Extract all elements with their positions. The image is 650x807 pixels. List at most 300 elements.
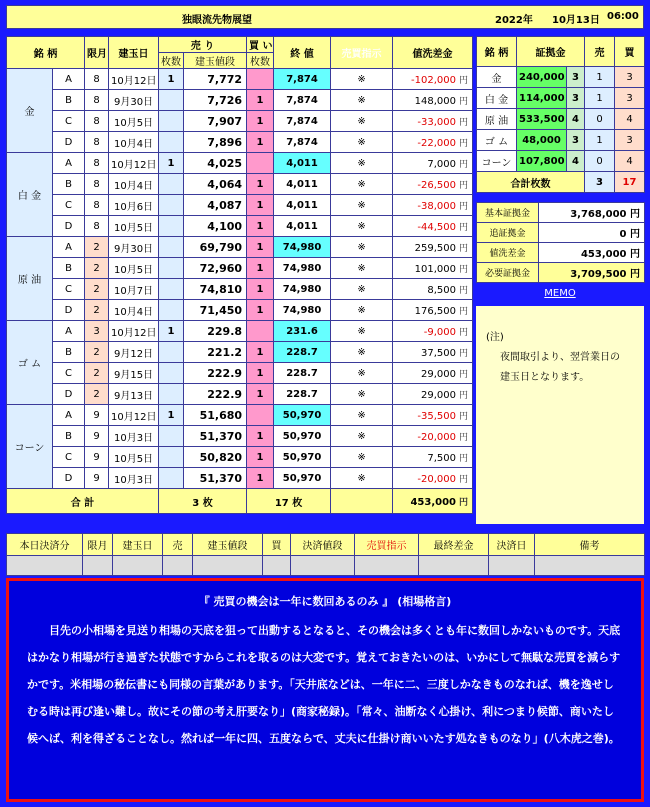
memo-label[interactable]: MEMO — [544, 288, 576, 299]
margin-count: 4 — [567, 151, 585, 172]
diff-cell — [393, 300, 473, 321]
month-cell: 8 — [85, 69, 109, 90]
sub-label: B — [53, 426, 85, 447]
month-cell: 8 — [85, 90, 109, 111]
price-cell: 7,896 — [184, 132, 247, 153]
margin-brand: コーン — [477, 151, 517, 172]
sell-count-cell: 1 — [159, 321, 184, 342]
diff-cell — [393, 111, 473, 132]
position-row — [7, 174, 473, 195]
diff-value: -102,000 — [411, 74, 457, 86]
settlement-col: 建玉日 — [113, 534, 163, 556]
sell-count-cell — [159, 132, 184, 153]
month-cell: 8 — [85, 195, 109, 216]
date-cell: 10月12日 — [109, 321, 159, 342]
margin-row — [477, 109, 645, 130]
price-cell: 221.2 — [184, 342, 247, 363]
sell-count-cell: 1 — [159, 69, 184, 90]
memo-line-2: 建玉日となります。 — [500, 372, 590, 383]
month-cell: 2 — [85, 258, 109, 279]
margin-amount: 48,000 — [517, 130, 567, 151]
date-cell: 9月15日 — [109, 363, 159, 384]
close-cell: 50,970 — [274, 426, 331, 447]
brand-name: 白 金 — [7, 153, 53, 237]
diff-value: 148,000 — [414, 95, 457, 107]
date-cell: 10月4日 — [109, 174, 159, 195]
position-row — [7, 342, 473, 363]
summary-value: 3,768,000 円 — [539, 203, 645, 223]
sub-label: A — [53, 321, 85, 342]
date-cell: 10月12日 — [109, 153, 159, 174]
date-cell: 9月12日 — [109, 342, 159, 363]
price-cell: 51,680 — [184, 405, 247, 426]
col-baibai-shiji[interactable]: 売買指示 — [331, 37, 393, 69]
summary-row — [477, 243, 645, 263]
position-row — [7, 237, 473, 258]
position-row — [7, 468, 473, 489]
memo-header[interactable] — [476, 288, 644, 306]
mark-cell[interactable]: ※ — [331, 153, 393, 174]
diff-value: -22,000 — [417, 137, 457, 149]
price-cell: 51,370 — [184, 468, 247, 489]
position-row — [7, 363, 473, 384]
sell-count-cell — [159, 447, 184, 468]
diff-cell — [393, 405, 473, 426]
diff-cell — [393, 279, 473, 300]
mark-cell[interactable]: ※ — [331, 237, 393, 258]
memo-box[interactable] — [476, 306, 644, 524]
diff-cell — [393, 90, 473, 111]
settlement-cell[interactable] — [193, 556, 263, 576]
yen-unit: 円 — [459, 222, 469, 233]
diff-value: -35,500 — [417, 410, 457, 422]
month-cell: 8 — [85, 111, 109, 132]
mark-cell[interactable]: ※ — [331, 69, 393, 90]
buy-count-cell — [247, 405, 274, 426]
margin-amount: 533,500 — [517, 109, 567, 130]
summary-value: 0 円 — [539, 223, 645, 243]
date-cell: 9月13日 — [109, 384, 159, 405]
settlement-table — [6, 533, 645, 576]
mark-cell[interactable]: ※ — [331, 279, 393, 300]
close-cell: 7,874 — [274, 90, 331, 111]
price-cell: 51,370 — [184, 426, 247, 447]
sell-count-cell — [159, 279, 184, 300]
margin-brand: 白 金 — [477, 88, 517, 109]
sell-count-cell: 1 — [159, 153, 184, 174]
diff-value: -20,000 — [417, 431, 457, 443]
buy-count-cell: 1 — [247, 363, 274, 384]
position-row — [7, 111, 473, 132]
sell-count-cell — [159, 300, 184, 321]
positions-header-row — [7, 37, 473, 53]
diff-cell — [393, 468, 473, 489]
margin-row — [477, 151, 645, 172]
summary-row — [477, 203, 645, 223]
settlement-col: 本日決済分 — [7, 534, 83, 556]
margin-sell: 1 — [585, 130, 615, 151]
mark-cell[interactable]: ※ — [331, 363, 393, 384]
buy-count-cell — [247, 153, 274, 174]
col-gengetsu: 限月 — [85, 37, 109, 69]
diff-value: 29,000 — [421, 389, 457, 401]
margin-row — [477, 130, 645, 151]
settlement-cell[interactable] — [113, 556, 163, 576]
buy-count-cell: 1 — [247, 279, 274, 300]
settlement-cell[interactable] — [535, 556, 645, 576]
sub-label: C — [53, 279, 85, 300]
total-diff-cell — [393, 489, 473, 514]
diff-value: -9,000 — [423, 326, 457, 338]
sell-count-cell — [159, 111, 184, 132]
margin-total-row — [477, 172, 645, 193]
diff-cell — [393, 426, 473, 447]
sub-label: D — [53, 384, 85, 405]
sub-label: A — [53, 237, 85, 258]
sub-label: B — [53, 342, 85, 363]
diff-cell — [393, 195, 473, 216]
diff-cell — [393, 363, 473, 384]
settlement-cell[interactable] — [419, 556, 489, 576]
position-row — [7, 405, 473, 426]
diff-cell — [393, 258, 473, 279]
total-yen-unit: 円 — [459, 497, 469, 508]
buy-count-cell — [247, 321, 274, 342]
close-cell: 228.7 — [274, 363, 331, 384]
margin-brand: ゴ ム — [477, 130, 517, 151]
price-cell: 7,907 — [184, 111, 247, 132]
col-tategyokubi: 建玉日 — [109, 37, 159, 69]
settlement-col: 備考 — [535, 534, 645, 556]
month-cell: 8 — [85, 153, 109, 174]
memo-note-title: (注) — [486, 332, 504, 343]
diff-value: 259,500 — [414, 242, 457, 254]
sell-count-cell — [159, 174, 184, 195]
buy-count-cell: 1 — [247, 300, 274, 321]
brand-name: 原 油 — [7, 237, 53, 321]
date-cell: 10月5日 — [109, 111, 159, 132]
diff-cell — [393, 132, 473, 153]
margin-buy: 3 — [615, 88, 645, 109]
position-row — [7, 258, 473, 279]
summary-label: 基本証拠金 — [477, 203, 539, 223]
mark-cell[interactable]: ※ — [331, 342, 393, 363]
sub-label: D — [53, 216, 85, 237]
buy-count-cell: 1 — [247, 258, 274, 279]
quote-title: 『 売買の機会は一年に数回あるのみ 』 (相場格言) — [198, 595, 452, 608]
yen-unit: 円 — [459, 201, 469, 212]
close-cell: 50,970 — [274, 468, 331, 489]
summary-row — [477, 263, 645, 283]
margin-total-buy: 17 — [615, 172, 645, 193]
sub-label: D — [53, 132, 85, 153]
date-cell: 10月3日 — [109, 426, 159, 447]
sell-count-cell — [159, 384, 184, 405]
brand-name: ゴ ム — [7, 321, 53, 405]
settlement-col: 決済日 — [489, 534, 535, 556]
sub-label: A — [53, 153, 85, 174]
page-title: 独眼流先物展望 — [182, 15, 252, 26]
margin-col-buy: 買 — [615, 37, 645, 67]
sub-label: B — [53, 90, 85, 111]
mark-cell[interactable]: ※ — [331, 195, 393, 216]
memo-line-1: 夜間取引より、翌営業日の — [500, 352, 620, 363]
title-bar — [6, 5, 644, 29]
position-row — [7, 426, 473, 447]
yen-unit: 円 — [459, 432, 469, 443]
yen-unit: 円 — [459, 75, 469, 86]
col-brand: 銘 柄 — [7, 37, 85, 69]
settlement-col: 売買指示 — [355, 534, 419, 556]
date-cell: 9月30日 — [109, 90, 159, 111]
yen-unit: 円 — [459, 306, 469, 317]
diff-value: 8,500 — [427, 284, 457, 296]
buy-count-cell: 1 — [247, 237, 274, 258]
position-row — [7, 447, 473, 468]
margin-buy: 3 — [615, 130, 645, 151]
date-cell: 10月4日 — [109, 132, 159, 153]
margin-sell: 0 — [585, 109, 615, 130]
margin-col-sell: 売 — [585, 37, 615, 67]
price-cell: 222.9 — [184, 363, 247, 384]
diff-value: 7,000 — [427, 158, 457, 170]
diff-cell — [393, 321, 473, 342]
close-cell: 4,011 — [274, 195, 331, 216]
settlement-header-row — [7, 534, 645, 556]
settlement-cell[interactable] — [291, 556, 355, 576]
buy-count-cell: 1 — [247, 90, 274, 111]
diff-value: -33,000 — [417, 116, 457, 128]
margin-sell: 0 — [585, 151, 615, 172]
sub-label: A — [53, 69, 85, 90]
margin-row — [477, 88, 645, 109]
header-date: 10月13日 — [552, 15, 600, 26]
summary-table — [476, 202, 645, 283]
yen-unit: 円 — [459, 348, 469, 359]
margin-amount: 114,000 — [517, 88, 567, 109]
settlement-cell[interactable] — [83, 556, 113, 576]
margin-sell: 1 — [585, 88, 615, 109]
sell-count-cell — [159, 258, 184, 279]
yen-unit: 円 — [459, 138, 469, 149]
positions-table — [6, 36, 473, 514]
close-cell: 74,980 — [274, 279, 331, 300]
total-label: 合 計 — [7, 489, 159, 514]
margin-count: 4 — [567, 109, 585, 130]
sell-count-cell — [159, 426, 184, 447]
diff-cell — [393, 69, 473, 90]
date-cell: 10月6日 — [109, 195, 159, 216]
price-cell: 4,100 — [184, 216, 247, 237]
margin-total-label: 合計枚数 — [477, 172, 585, 193]
position-row — [7, 300, 473, 321]
summary-value: 3,709,500 円 — [539, 263, 645, 283]
mark-cell[interactable]: ※ — [331, 405, 393, 426]
header-time: 06:00 — [607, 11, 639, 22]
close-cell: 7,874 — [274, 111, 331, 132]
settlement-cell[interactable] — [163, 556, 193, 576]
yen-unit: 円 — [459, 243, 469, 254]
margin-brand: 金 — [477, 67, 517, 88]
yen-unit: 円 — [459, 453, 469, 464]
total-diff-value: 453,000 — [410, 496, 457, 508]
date-cell: 10月12日 — [109, 69, 159, 90]
sub-label: D — [53, 468, 85, 489]
month-cell: 8 — [85, 216, 109, 237]
price-cell: 7,772 — [184, 69, 247, 90]
month-cell: 9 — [85, 468, 109, 489]
mark-cell[interactable]: ※ — [331, 468, 393, 489]
price-cell: 74,810 — [184, 279, 247, 300]
brand-name: 金 — [7, 69, 53, 153]
month-cell: 2 — [85, 384, 109, 405]
position-row — [7, 90, 473, 111]
diff-cell — [393, 384, 473, 405]
mark-cell[interactable]: ※ — [331, 447, 393, 468]
margin-brand: 原 油 — [477, 109, 517, 130]
settlement-empty-row — [7, 556, 645, 576]
summary-label: 追証拠金 — [477, 223, 539, 243]
close-cell: 50,970 — [274, 447, 331, 468]
close-cell: 74,980 — [274, 300, 331, 321]
buy-count-cell: 1 — [247, 468, 274, 489]
close-cell: 4,011 — [274, 174, 331, 195]
total-sell-count: 3 枚 — [159, 489, 247, 514]
quote-panel — [6, 578, 644, 802]
margin-header-row — [477, 37, 645, 67]
margin-amount: 107,800 — [517, 151, 567, 172]
settlement-cell[interactable] — [7, 556, 83, 576]
diff-value: -20,000 — [417, 473, 457, 485]
month-cell: 3 — [85, 321, 109, 342]
diff-value: 176,500 — [414, 305, 457, 317]
buy-count-cell: 1 — [247, 111, 274, 132]
price-cell: 50,820 — [184, 447, 247, 468]
month-cell: 2 — [85, 363, 109, 384]
position-row — [7, 69, 473, 90]
month-cell: 2 — [85, 300, 109, 321]
month-cell: 2 — [85, 279, 109, 300]
margin-buy: 3 — [615, 67, 645, 88]
yen-unit: 円 — [459, 327, 469, 338]
yen-unit: 円 — [459, 390, 469, 401]
mark-cell[interactable]: ※ — [331, 258, 393, 279]
yen-unit: 円 — [459, 117, 469, 128]
yen-unit: 円 — [459, 369, 469, 380]
col-neagari-sagaku: 値洗差金 — [393, 37, 473, 69]
month-cell: 2 — [85, 342, 109, 363]
yen-unit: 円 — [459, 96, 469, 107]
col-sell-maisu: 枚数 — [159, 53, 184, 69]
position-row — [7, 321, 473, 342]
yen-unit: 円 — [459, 411, 469, 422]
buy-count-cell — [247, 69, 274, 90]
mark-cell[interactable]: ※ — [331, 426, 393, 447]
sub-label: C — [53, 363, 85, 384]
mark-cell[interactable]: ※ — [331, 111, 393, 132]
position-row — [7, 153, 473, 174]
settlement-col: 限月 — [83, 534, 113, 556]
position-row — [7, 279, 473, 300]
date-cell: 10月5日 — [109, 258, 159, 279]
buy-count-cell: 1 — [247, 216, 274, 237]
col-owarine: 終 値 — [274, 37, 331, 69]
settlement-cell[interactable] — [489, 556, 535, 576]
price-cell: 7,726 — [184, 90, 247, 111]
col-kai: 買 い — [247, 37, 274, 53]
mark-cell[interactable]: ※ — [331, 321, 393, 342]
sub-label: D — [53, 300, 85, 321]
close-cell: 7,874 — [274, 132, 331, 153]
date-cell: 10月7日 — [109, 279, 159, 300]
settlement-col: 売 — [163, 534, 193, 556]
month-cell: 9 — [85, 426, 109, 447]
settlement-cell[interactable] — [355, 556, 419, 576]
margin-amount: 240,000 — [517, 67, 567, 88]
close-cell: 50,970 — [274, 405, 331, 426]
month-cell: 9 — [85, 405, 109, 426]
yen-unit: 円 — [459, 474, 469, 485]
sell-count-cell — [159, 195, 184, 216]
settlement-cell[interactable] — [263, 556, 291, 576]
close-cell: 4,011 — [274, 153, 331, 174]
sub-label: A — [53, 405, 85, 426]
buy-count-cell: 1 — [247, 447, 274, 468]
summary-label: 値洗差金 — [477, 243, 539, 263]
month-cell: 9 — [85, 447, 109, 468]
diff-value: 101,000 — [414, 263, 457, 275]
mark-cell[interactable]: ※ — [331, 174, 393, 195]
col-buy-maisu: 枚数 — [247, 53, 274, 69]
summary-row — [477, 223, 645, 243]
margin-row — [477, 67, 645, 88]
buy-count-cell: 1 — [247, 195, 274, 216]
mark-cell[interactable]: ※ — [331, 90, 393, 111]
summary-label: 必要証拠金 — [477, 263, 539, 283]
mark-cell[interactable]: ※ — [331, 132, 393, 153]
buy-count-cell: 1 — [247, 342, 274, 363]
price-cell: 4,064 — [184, 174, 247, 195]
date-cell: 10月3日 — [109, 468, 159, 489]
close-cell: 231.6 — [274, 321, 331, 342]
sell-count-cell: 1 — [159, 405, 184, 426]
close-cell: 228.7 — [274, 384, 331, 405]
brand-name: コーン — [7, 405, 53, 489]
month-cell: 8 — [85, 132, 109, 153]
mark-cell[interactable]: ※ — [331, 300, 393, 321]
col-uri: 売 り — [159, 37, 247, 53]
margin-buy: 4 — [615, 109, 645, 130]
buy-count-cell: 1 — [247, 384, 274, 405]
sell-count-cell — [159, 216, 184, 237]
margin-table — [476, 36, 645, 193]
position-row — [7, 216, 473, 237]
margin-col-brand: 銘 柄 — [477, 37, 517, 67]
price-cell: 4,087 — [184, 195, 247, 216]
diff-cell — [393, 447, 473, 468]
price-cell: 71,450 — [184, 300, 247, 321]
buy-count-cell: 1 — [247, 174, 274, 195]
mark-cell[interactable]: ※ — [331, 216, 393, 237]
diff-cell — [393, 237, 473, 258]
date-cell: 10月5日 — [109, 216, 159, 237]
settlement-col: 決済値段 — [291, 534, 355, 556]
quote-body: 目先の小相場を見送り相場の天底を狙って出動するとなると、その機会は多くとも年に数回しかないものです。天底はかなり相場が行き過ぎた状態ですからこれを取るのは大変です。覚えておきたいのは、いかにして無駄な売買を減らすかです。米相場の秘伝書にも同様の言葉があります。「天井底などは、一年に二、三度しかなきものなれば、機を逸せしむる時は再び逢い難し。故にその節の考え肝要なり」(商家秘録)。「常々、油断なく心掛け、利につまり候節、商いたし候へば、利を得ざることなし。然れば一年に四、五度ならで、丈夫に仕掛け商いいたす処なきものなり」(八木虎之巻)。 — [27, 624, 621, 745]
date-cell: 10月5日 — [109, 447, 159, 468]
yen-unit: 円 — [459, 285, 469, 296]
mark-cell[interactable]: ※ — [331, 384, 393, 405]
buy-count-cell: 1 — [247, 132, 274, 153]
